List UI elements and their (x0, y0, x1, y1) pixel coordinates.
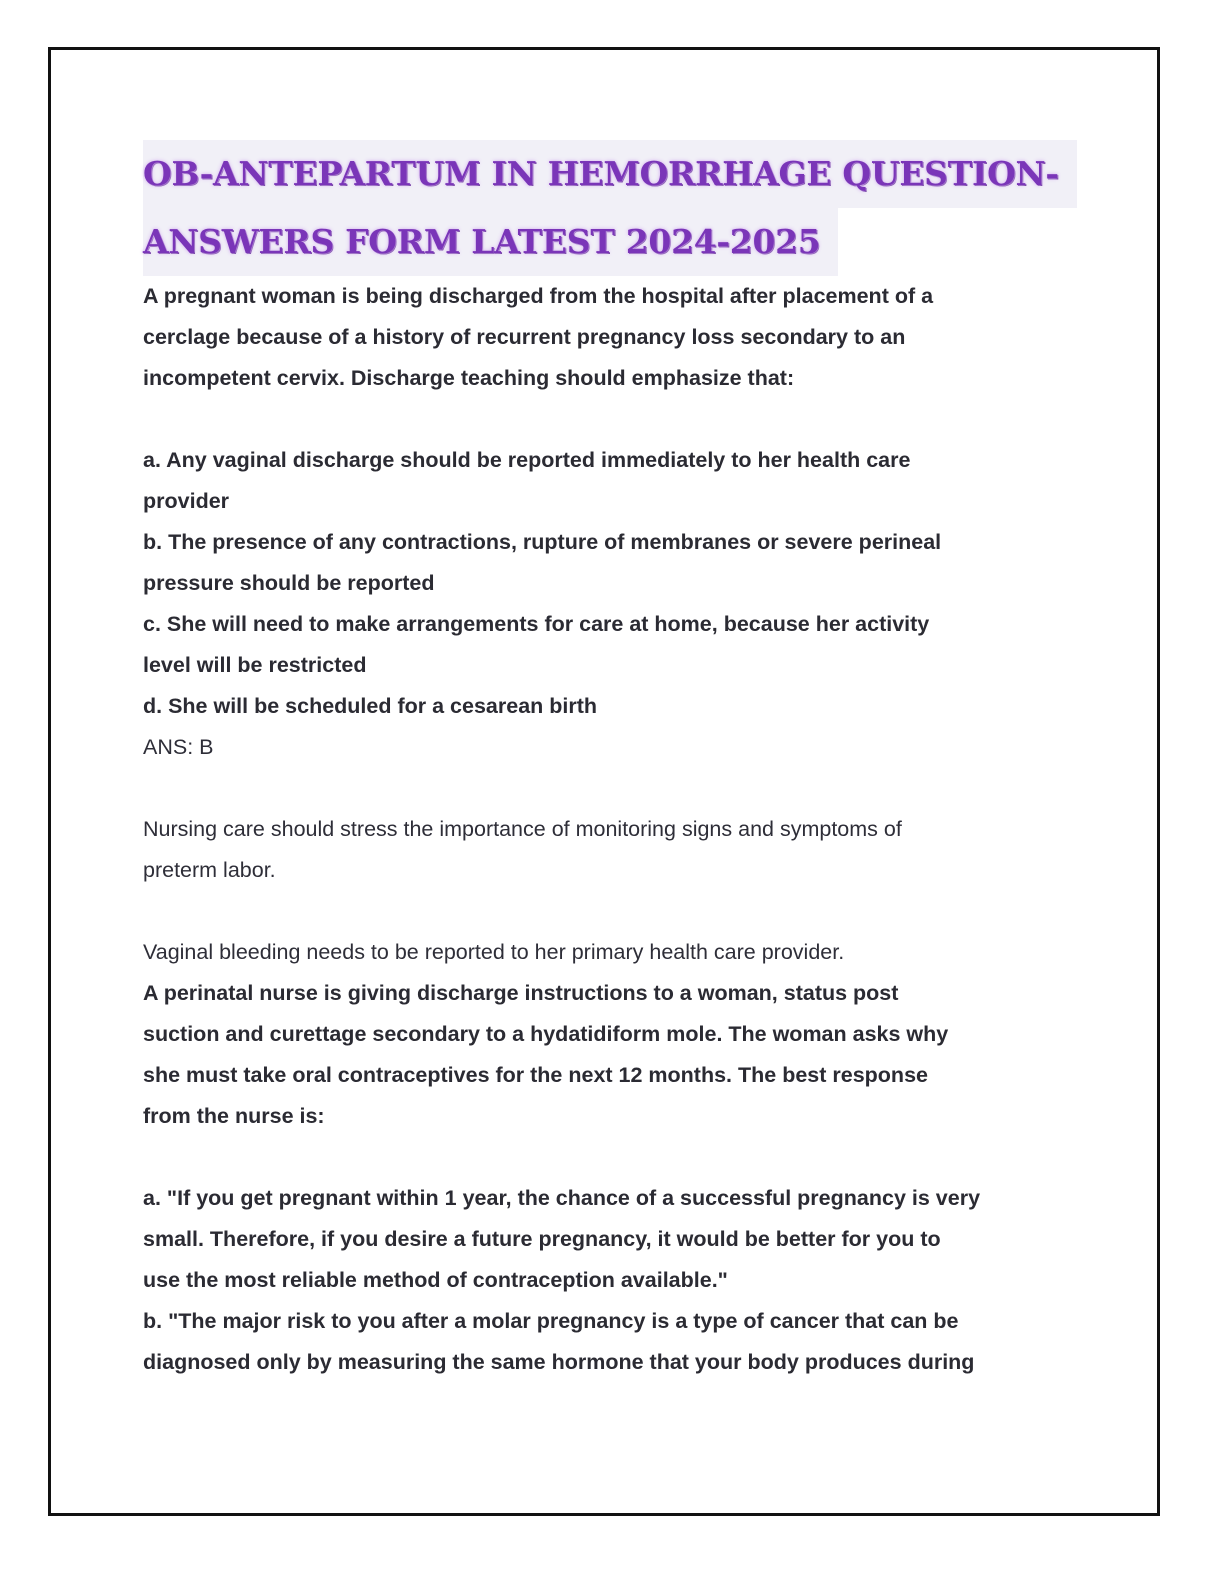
q1-option-c-line-2: level will be restricted (143, 653, 367, 677)
spacer (143, 399, 1083, 440)
document-content (143, 140, 1083, 1383)
q2-stem-line-2: suction and curettage secondary to a hydatidiform mole. The woman asks why (143, 1022, 949, 1046)
q2-option-a-line-1: a. "If you get pregnant within 1 year, the chance of a successful pregnancy is very (143, 1186, 981, 1210)
q2-option-b-line-1: b. "The major risk to you after a molar pregnancy is a type of cancer that can be (143, 1309, 959, 1333)
q1-rationale-1-line-1: Nursing care should stress the importance of monitoring signs and symptoms of (143, 817, 902, 841)
q2-stem-line-3: she must take oral contraceptives for the next 12 months. The best response (143, 1063, 928, 1087)
q1-option-b-line-1: b. The presence of any contractions, rupture of membranes or severe perineal (143, 530, 942, 554)
q1-option-d: d. She will be scheduled for a cesarean birth (143, 694, 598, 718)
q2-stem-line-4: from the nurse is: (143, 1104, 325, 1128)
title-line-2: ANSWERS FORM LATEST 2024-2025 (143, 208, 838, 276)
spacer (143, 1137, 1083, 1178)
q1-stem-line-3: incompetent cervix. Discharge teaching should emphasize that: (143, 366, 795, 390)
q1-answer: ANS: B (143, 735, 214, 759)
q1-stem-line-2: cerclage because of a history of recurrent pregnancy loss secondary to an (143, 325, 906, 349)
q1-rationale-1-line-2: preterm labor. (143, 858, 276, 882)
q2-option-b-line-2: diagnosed only by measuring the same hormone that your body produces during (143, 1350, 975, 1374)
spacer (143, 768, 1083, 809)
q1-stem-line-1: A pregnant woman is being discharged from the hospital after placement of a (143, 284, 934, 308)
question-1 (143, 276, 1083, 973)
q2-option-a-line-2: small. Therefore, if you desire a future pregnancy, it would be better for you to (143, 1227, 941, 1251)
question-2 (143, 973, 1083, 1383)
title-line-1: OB-ANTEPARTUM IN HEMORRHAGE QUESTION- (143, 140, 1077, 208)
q1-rationale-2: Vaginal bleeding needs to be reported to her primary health care provider. (143, 940, 845, 964)
q1-option-a-line-1: a. Any vaginal discharge should be reported immediately to her health care (143, 448, 911, 472)
q1-option-a-line-2: provider (143, 489, 230, 513)
q2-option-a-line-3: use the most reliable method of contraception available." (143, 1268, 728, 1292)
q2-stem-line-1: A perinatal nurse is giving discharge instructions to a woman, status post (143, 981, 899, 1005)
q1-option-b-line-2: pressure should be reported (143, 571, 435, 595)
q1-option-c-line-1: c. She will need to make arrangements for care at home, because her activity (143, 612, 930, 636)
document-title (143, 140, 1083, 276)
spacer (143, 891, 1083, 932)
